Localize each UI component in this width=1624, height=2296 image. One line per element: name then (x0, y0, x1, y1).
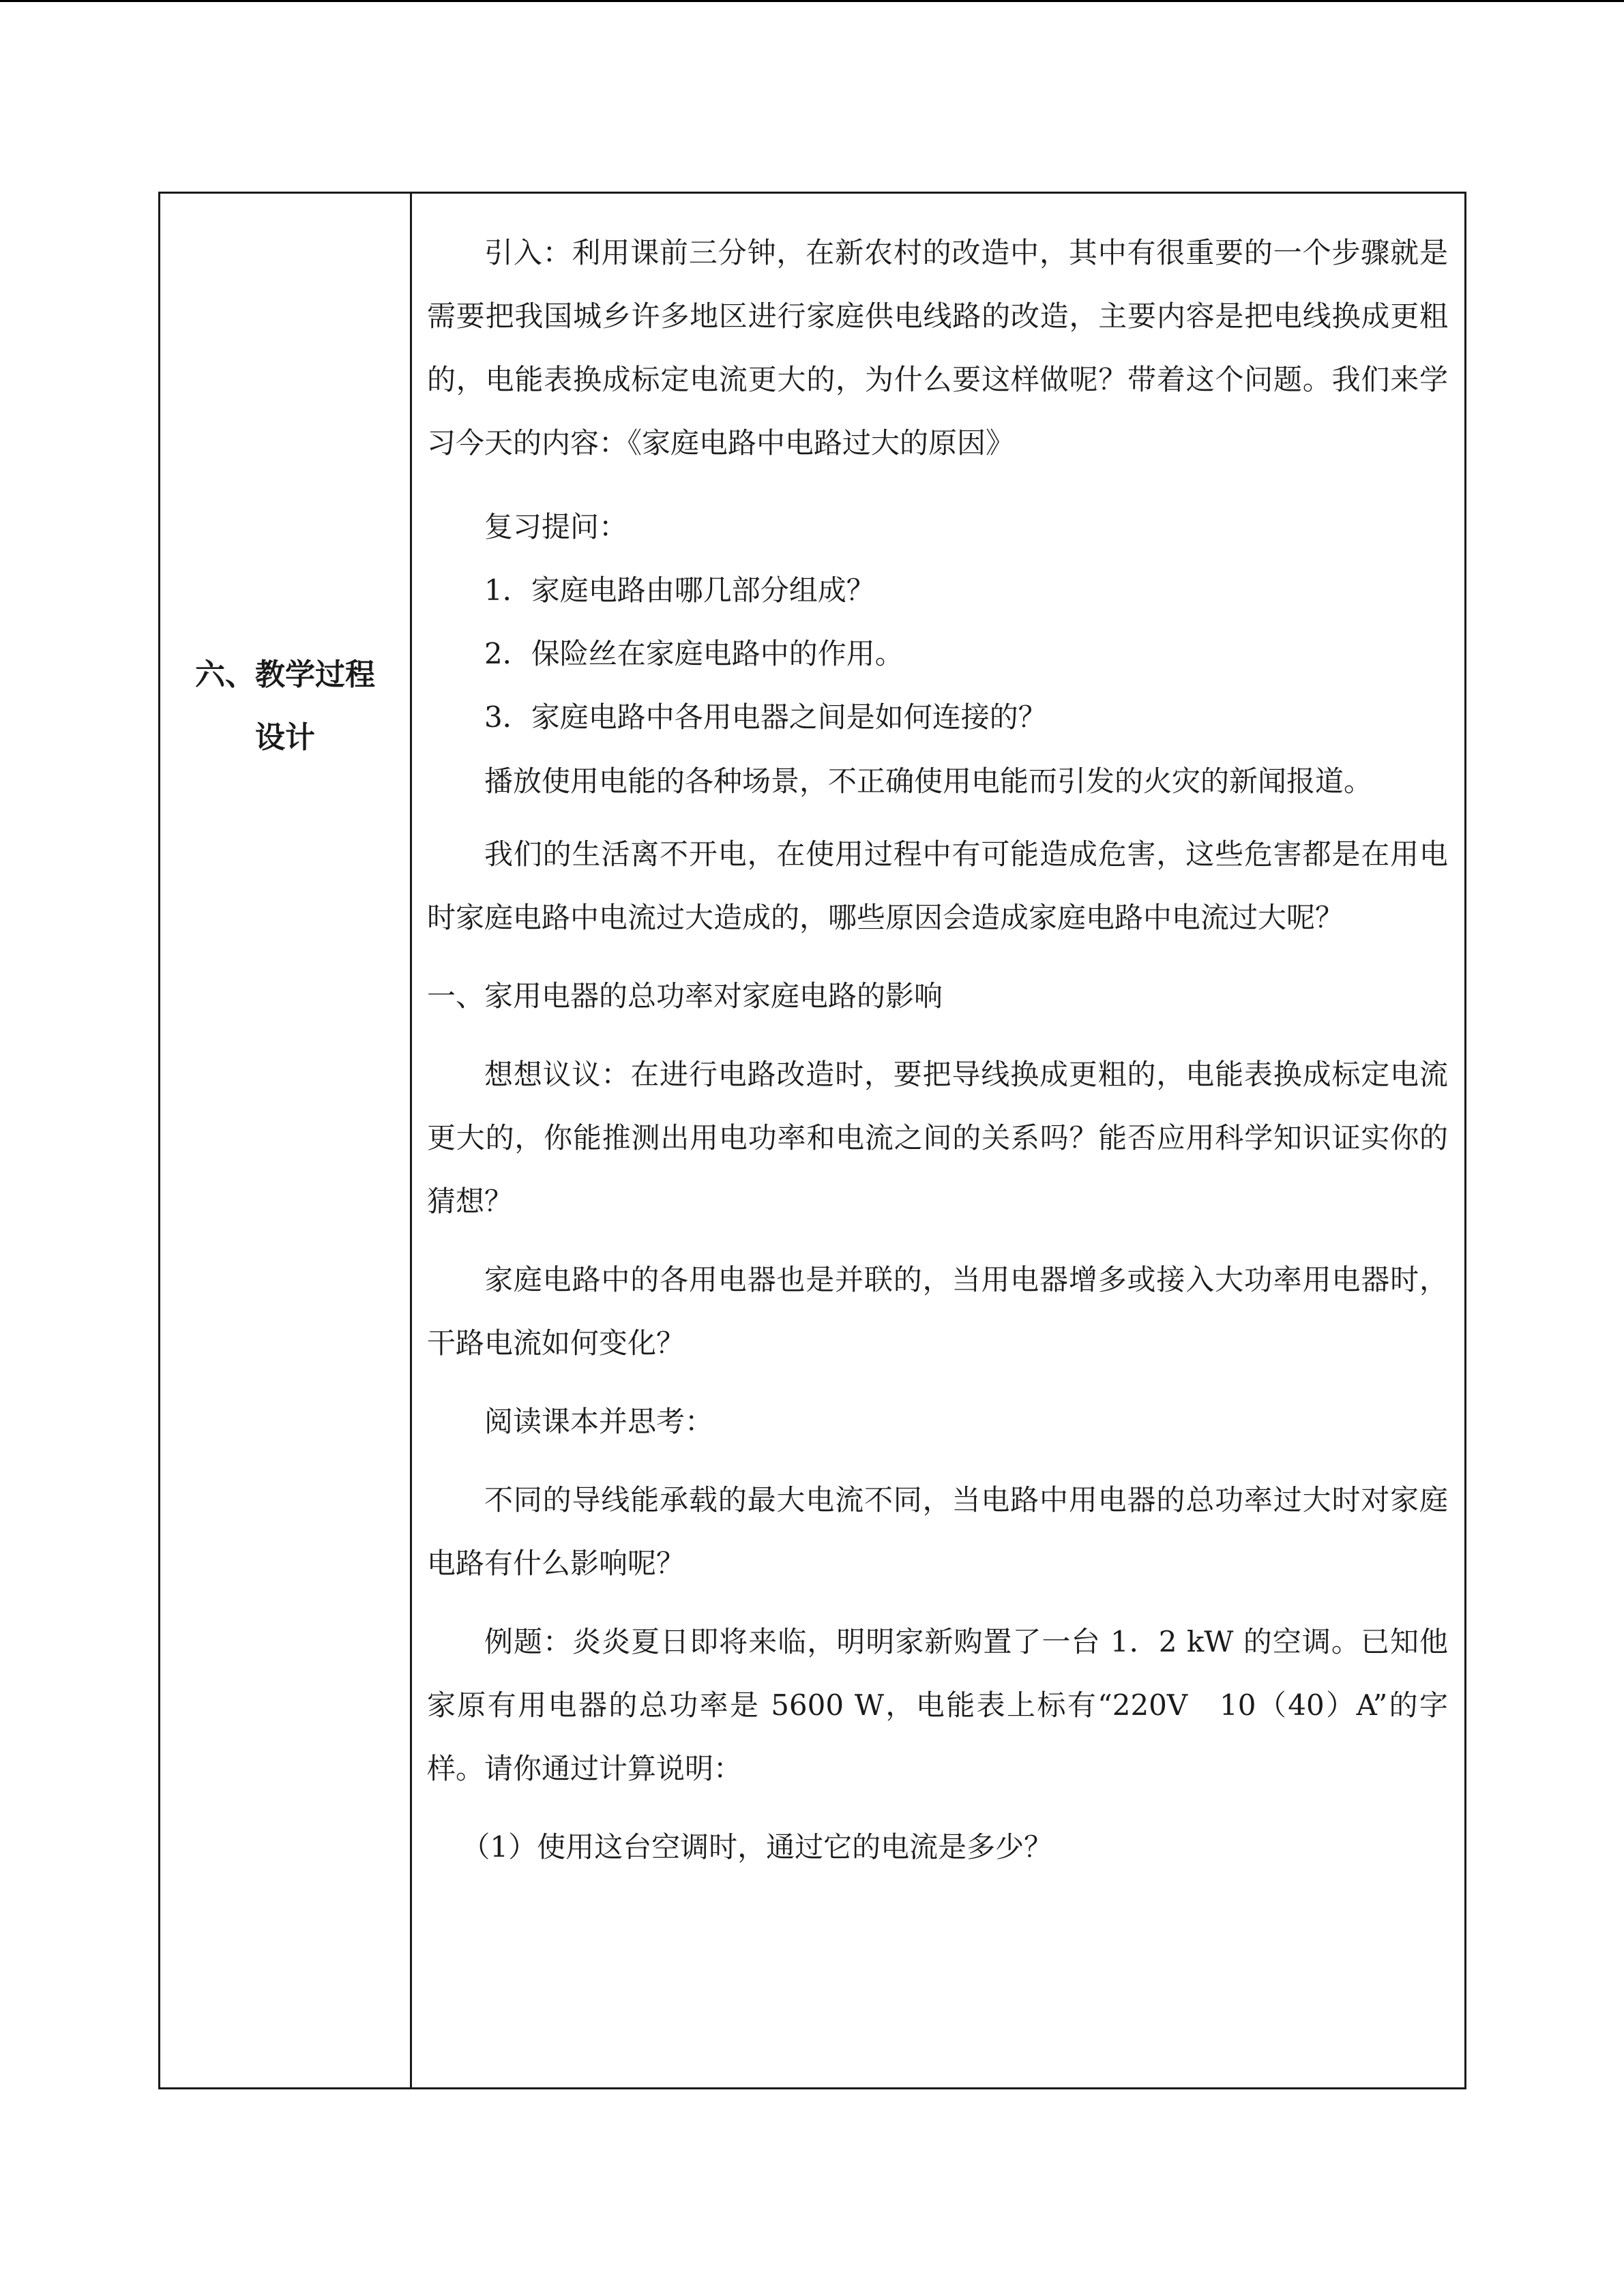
page-top-border (0, 0, 1624, 2)
review-question-1: 1．家庭电路由哪几部分组成？ (484, 573, 875, 607)
section-label-line1: 六、教学过程 (195, 657, 375, 692)
read-paragraph: 阅读课本并思考： (484, 1405, 714, 1438)
video-paragraph: 播放使用电能的各种场景，不正确使用电能而引发的火灾的新闻报道。 (484, 764, 1373, 798)
life-paragraph: 我们的生活离不开电，在使用过程中有可能造成危害，这些危害都是在用电时家庭电路中电流过大造成的，哪些原因会造成家庭电路中电流过大呢？ (427, 837, 1448, 934)
section-heading-1: 一、家用电器的总功率对家庭电路的影响 (427, 979, 943, 1013)
section-label-cell (160, 194, 412, 2087)
review-question-2: 2．保险丝在家庭电路中的作用。 (484, 637, 904, 670)
think-paragraph: 想想议议：在进行电路改造时，要把导线换成更粗的，电能表换成标定电流更大的，你能推测出用电功率和电流之间的关系吗？能否应用科学知识证实你的猜想？ (427, 1058, 1448, 1218)
section-content-cell (412, 194, 1464, 2087)
lesson-plan-table (158, 192, 1466, 2089)
wire-paragraph: 不同的导线能承载的最大电流不同，当电路中用电器的总功率过大时对家庭电路有什么影响呢？ (427, 1483, 1448, 1580)
parallel-paragraph: 家庭电路中的各用电器也是并联的，当用电器增多或接入大功率用电器时，干路电流如何变化？ (427, 1263, 1448, 1360)
review-question-3: 3．家庭电路中各用电器之间是如何连接的？ (484, 700, 1047, 734)
example-question-1: （1）使用这台空调时，通过它的电流是多少？ (461, 1830, 1053, 1864)
intro-paragraph: 引入：利用课前三分钟，在新农村的改造中，其中有很重要的一个步骤就是需要把我国城乡许多地区进行家庭供电线路的改造，主要内容是把电线换成更粗的，电能表换成标定电流更大的，为什么要这样做呢？带着这个问题。我们来学习今天的内容：《家庭电路中电路过大的原因》 (427, 236, 1448, 460)
review-title: 复习提问： (484, 510, 628, 543)
example-paragraph: 例题：炎炎夏日即将来临，明明家新购置了一台 1．2 kW 的空调。已知他家原有用电器的总功率是 5600 W，电能表上标有“220V 10（40）A”的字样。请你通过计算说明： (427, 1625, 1448, 1785)
section-label (160, 644, 410, 769)
section-label-line2: 设计 (255, 720, 315, 755)
